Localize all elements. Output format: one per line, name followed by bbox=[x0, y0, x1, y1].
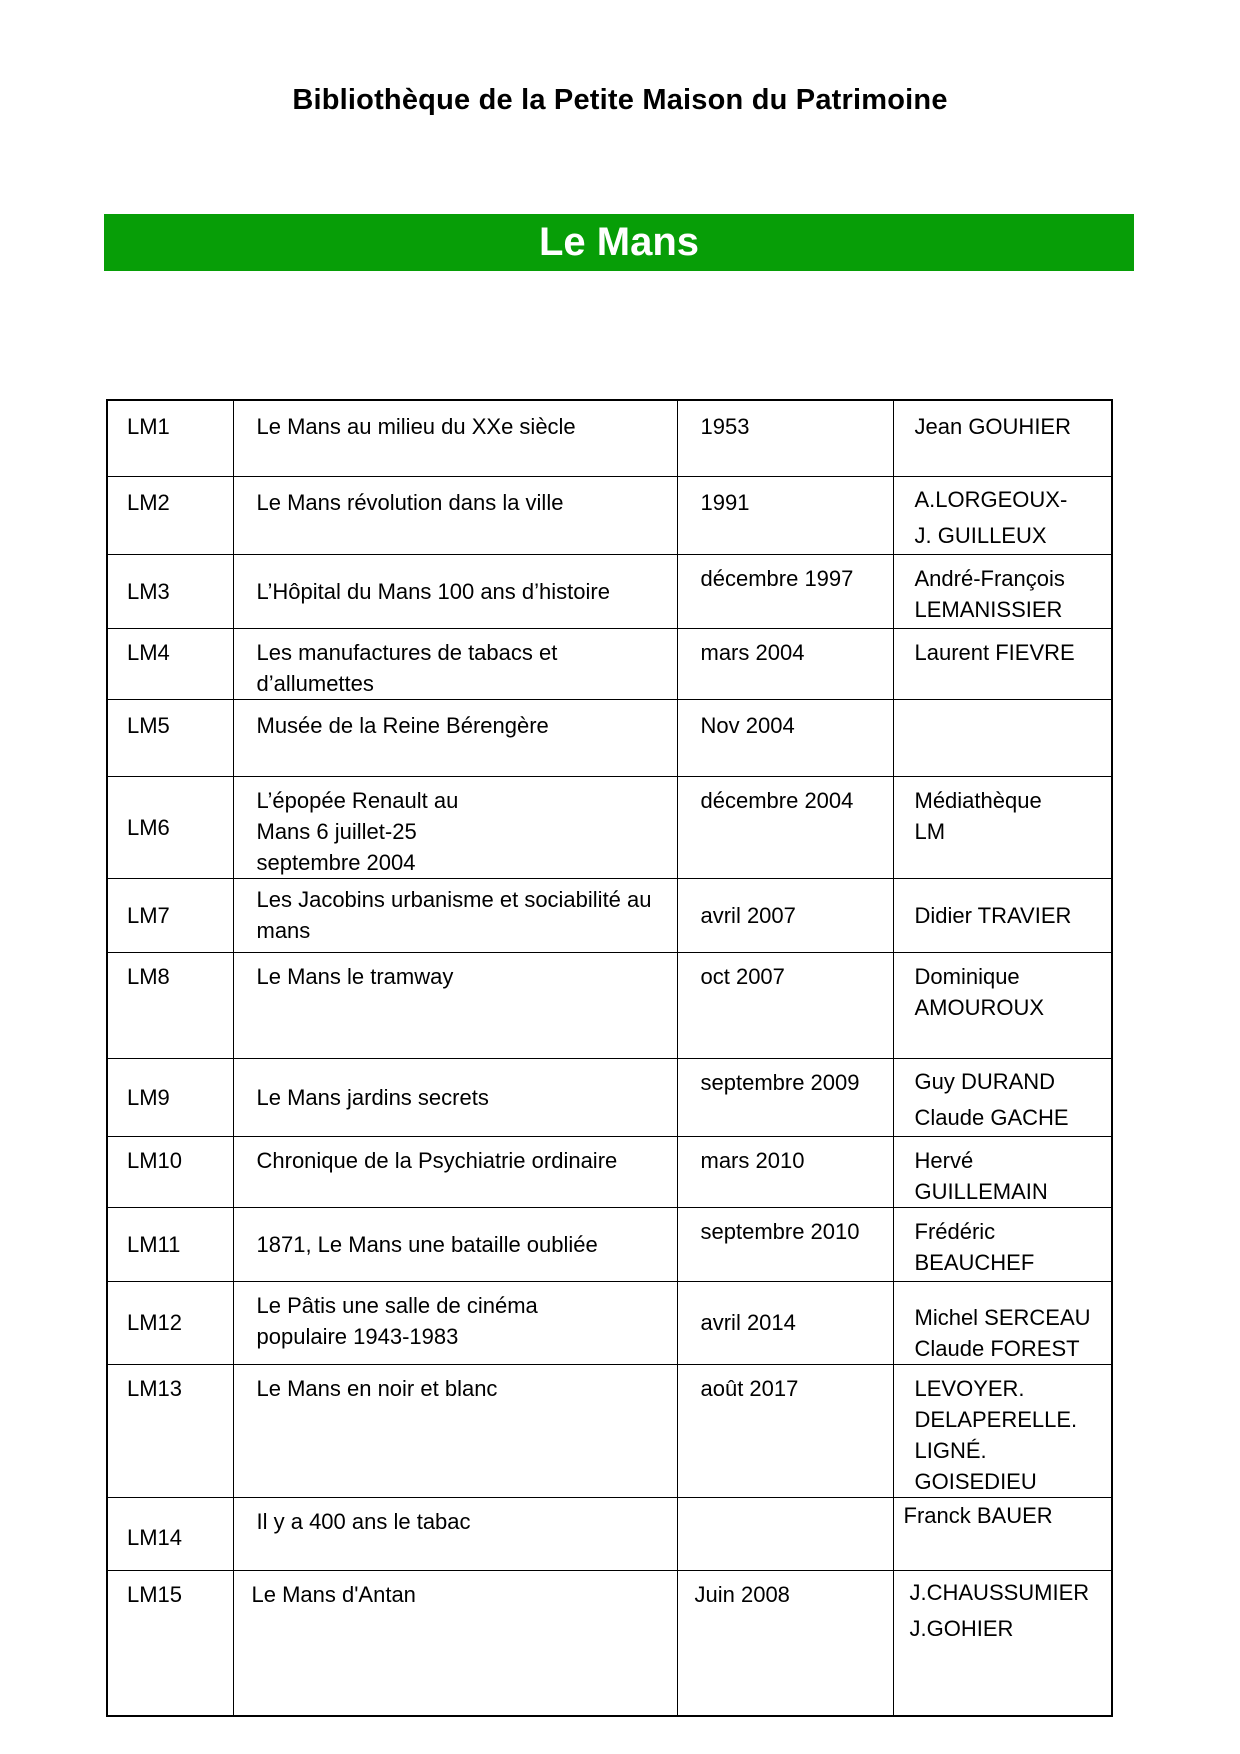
table-row bbox=[107, 1136, 1112, 1207]
book-date: août 2017 bbox=[677, 1364, 893, 1497]
table-row bbox=[107, 1364, 1112, 1497]
book-title: Le Mans jardins secrets bbox=[233, 1058, 677, 1136]
book-author bbox=[893, 699, 1112, 776]
book-author: André-François LEMANISSIER bbox=[893, 554, 1112, 628]
table-row bbox=[107, 400, 1112, 476]
book-title: Les manufactures de tabacs et d’allumettes bbox=[233, 628, 677, 699]
table-row bbox=[107, 1281, 1112, 1364]
book-author: J.CHAUSSUMIER J.GOHIER bbox=[893, 1570, 1112, 1716]
book-title: Chronique de la Psychiatrie ordinaire bbox=[233, 1136, 677, 1207]
book-title: Le Mans révolution dans la ville bbox=[233, 476, 677, 554]
table-row bbox=[107, 554, 1112, 628]
page-title: Bibliothèque de la Petite Maison du Patrimoine bbox=[292, 84, 948, 116]
book-code: LM15 bbox=[107, 1570, 233, 1716]
book-author: Didier TRAVIER bbox=[893, 878, 1112, 952]
book-author: Dominique AMOUROUX bbox=[893, 952, 1112, 1058]
book-date: avril 2007 bbox=[677, 878, 893, 952]
book-code: LM11 bbox=[107, 1207, 233, 1281]
book-title: L’épopée Renault au Mans 6 juillet-25 septembre 2004 bbox=[233, 776, 677, 878]
book-date: septembre 2010 bbox=[677, 1207, 893, 1281]
book-code: LM12 bbox=[107, 1281, 233, 1364]
table-row bbox=[107, 1058, 1112, 1136]
book-author: A.LORGEOUX- J. GUILLEUX bbox=[893, 476, 1112, 554]
book-code: LM1 bbox=[107, 400, 233, 476]
table-row bbox=[107, 878, 1112, 952]
book-code: LM8 bbox=[107, 952, 233, 1058]
table-row bbox=[107, 952, 1112, 1058]
book-date: 1953 bbox=[677, 400, 893, 476]
book-author: Médiathèque LM bbox=[893, 776, 1112, 878]
table-row bbox=[107, 476, 1112, 554]
book-author: Laurent FIEVRE bbox=[893, 628, 1112, 699]
book-author: Hervé GUILLEMAIN bbox=[893, 1136, 1112, 1207]
book-date: Juin 2008 bbox=[677, 1570, 893, 1716]
book-code: LM7 bbox=[107, 878, 233, 952]
table-row bbox=[107, 1570, 1112, 1716]
book-author: Guy DURAND Claude GACHE bbox=[893, 1058, 1112, 1136]
book-code: LM9 bbox=[107, 1058, 233, 1136]
book-date: oct 2007 bbox=[677, 952, 893, 1058]
book-title: Le Mans en noir et blanc bbox=[233, 1364, 677, 1497]
table-row bbox=[107, 1497, 1112, 1570]
book-title: L’Hôpital du Mans 100 ans d’histoire bbox=[233, 554, 677, 628]
book-title: Les Jacobins urbanisme et sociabilité au mans bbox=[233, 878, 677, 952]
book-title: 1871, Le Mans une bataille oubliée bbox=[233, 1207, 677, 1281]
section-banner: Le Mans bbox=[104, 214, 1134, 271]
book-date: 1991 bbox=[677, 476, 893, 554]
book-code: LM4 bbox=[107, 628, 233, 699]
book-date: décembre 1997 bbox=[677, 554, 893, 628]
book-date: avril 2014 bbox=[677, 1281, 893, 1364]
table-row bbox=[107, 699, 1112, 776]
book-title: Le Mans d'Antan bbox=[233, 1570, 677, 1716]
book-author: Michel SERCEAU Claude FOREST bbox=[893, 1281, 1112, 1364]
book-author: Jean GOUHIER bbox=[893, 400, 1112, 476]
book-date: Nov 2004 bbox=[677, 699, 893, 776]
book-code: LM13 bbox=[107, 1364, 233, 1497]
book-date: septembre 2009 bbox=[677, 1058, 893, 1136]
table-row bbox=[107, 628, 1112, 699]
book-date: mars 2010 bbox=[677, 1136, 893, 1207]
book-author: LEVOYER. DELAPERELLE. LIGNÉ. GOISEDIEU bbox=[893, 1364, 1112, 1497]
book-date: mars 2004 bbox=[677, 628, 893, 699]
table-row bbox=[107, 1207, 1112, 1281]
book-title: Musée de la Reine Bérengère bbox=[233, 699, 677, 776]
book-author: Franck BAUER bbox=[893, 1497, 1112, 1570]
book-title: Le Pâtis une salle de cinéma populaire 1943-1983 bbox=[233, 1281, 677, 1364]
book-title: Le Mans le tramway bbox=[233, 952, 677, 1058]
book-code: LM14 bbox=[107, 1497, 233, 1570]
book-code: LM5 bbox=[107, 699, 233, 776]
book-code: LM2 bbox=[107, 476, 233, 554]
table-row bbox=[107, 776, 1112, 878]
book-code: LM10 bbox=[107, 1136, 233, 1207]
book-author: Frédéric BEAUCHEF bbox=[893, 1207, 1112, 1281]
book-code: LM6 bbox=[107, 776, 233, 878]
catalog-table bbox=[106, 399, 1113, 1717]
book-code: LM3 bbox=[107, 554, 233, 628]
book-date bbox=[677, 1497, 893, 1570]
book-title: Le Mans au milieu du XXe siècle bbox=[233, 400, 677, 476]
book-date: décembre 2004 bbox=[677, 776, 893, 878]
book-title: Il y a 400 ans le tabac bbox=[233, 1497, 677, 1570]
